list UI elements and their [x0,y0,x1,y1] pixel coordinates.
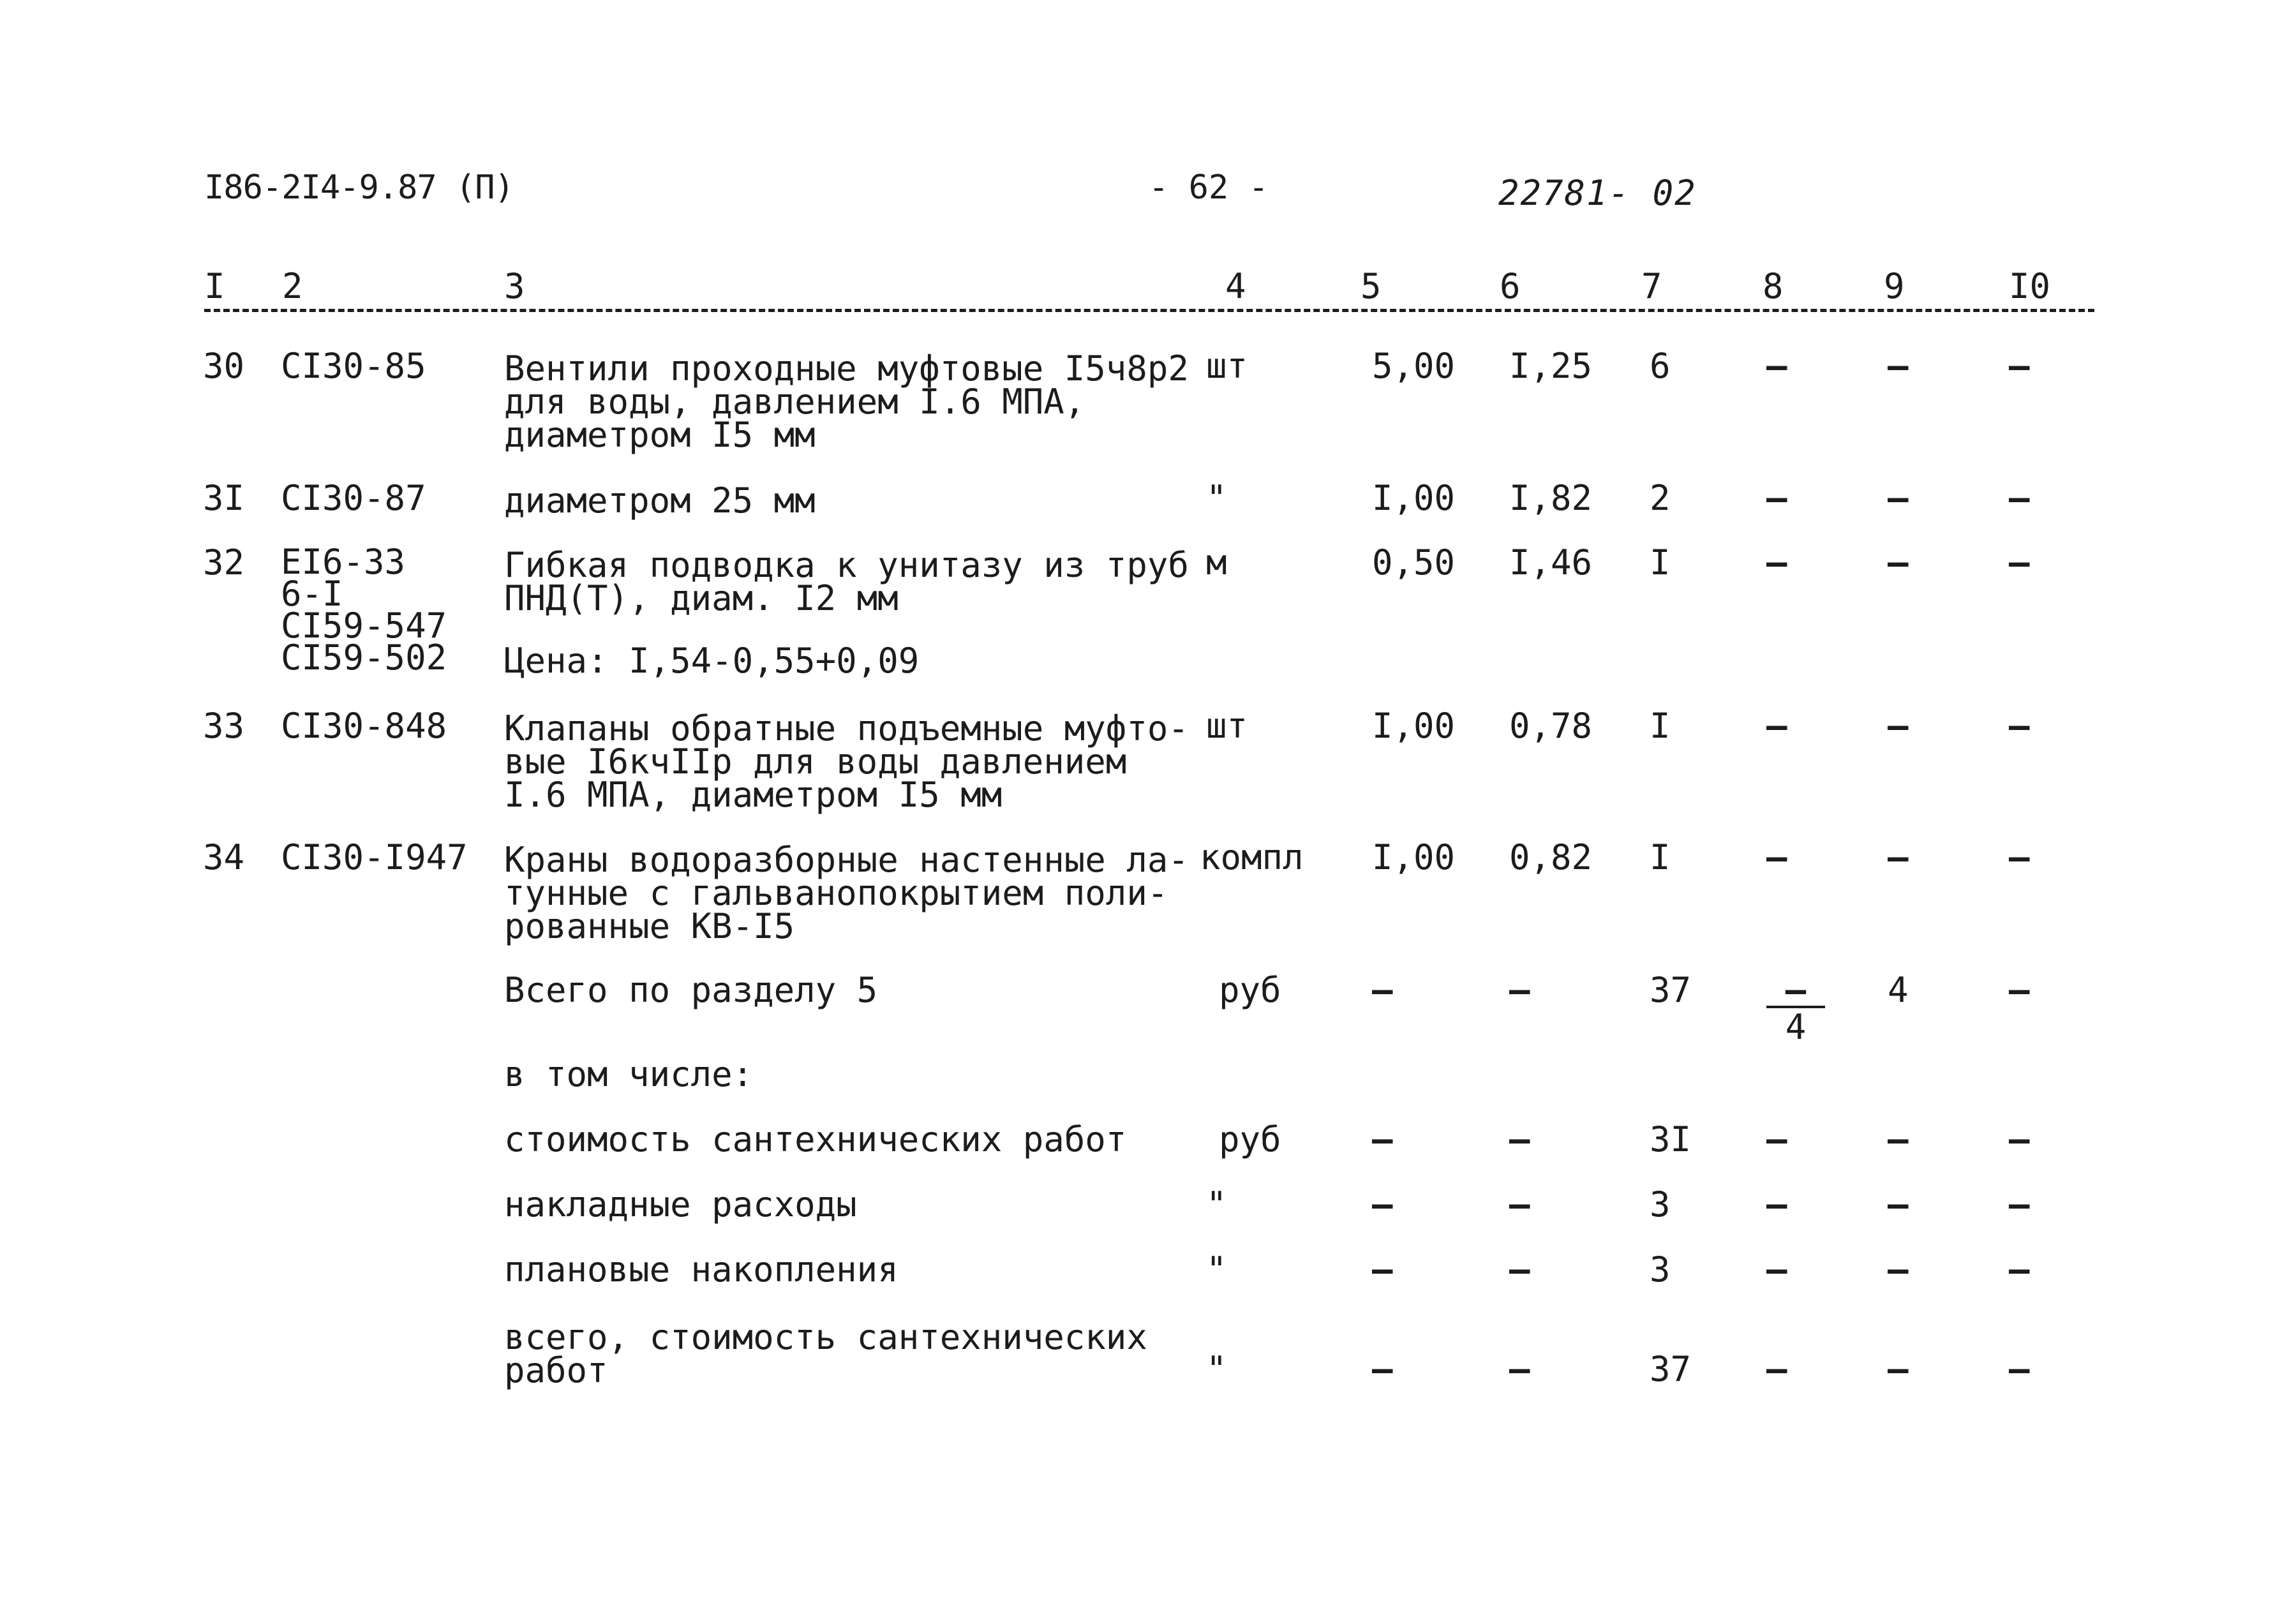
document-number: 22781- 02 [1498,173,1697,213]
col-10-value: – [2009,1249,2030,1290]
col-6-value: – [1509,1184,1530,1225]
col-8-value: – [1766,1119,1787,1159]
quantity: I,00 [1372,478,1456,518]
item-description: Клапаны обратные подъемные муфто- вые I6кчIIр для воды давлением I.6 МПА, диаметром I5 мм [504,708,1189,815]
col-10-value: – [2009,837,2030,877]
row-number: 32 [203,542,245,583]
col-9-value: – [1888,1349,1909,1389]
col-5-value: – [1372,1184,1393,1225]
col-8-value: – [1766,478,1787,518]
column-header-7: 7 [1641,266,1662,306]
col-9-value: – [1888,346,1909,386]
quantity: 0,50 [1372,542,1456,583]
col-10-value: – [2009,346,2030,386]
col-8-value: – [1766,1249,1787,1290]
item-description: Краны водоразборные настенные ла- тунные с гальванопокрытием поли- рованные КВ-I5 [504,840,1189,946]
col-10-value: – [2009,970,2030,1010]
column-header-1: I [204,266,225,306]
row-number: 33 [203,706,245,746]
col-9-value: – [1888,1119,1909,1159]
col-9-value: – [1888,1184,1909,1225]
section-total-label: Всего по разделу 5 [504,970,878,1010]
unit: шт [1206,706,1248,746]
price-code: CI30-87 [281,478,426,518]
unit: руб [1219,970,1281,1010]
column-header-9: 9 [1884,266,1905,306]
col-10-value: – [2009,1184,2030,1225]
item-description: Вентили проходные муфтовые I5ч8р2 для воды, давлением I.6 МПА, диаметром I5 мм [504,348,1189,455]
col-10-value: – [2009,706,2030,746]
column-header-8: 8 [1763,266,1784,306]
col-5-value: – [1372,1249,1393,1290]
col-5-value: – [1372,1119,1393,1159]
col-9-value: 4 [1888,970,1909,1010]
page-number: - 62 - [1149,168,1269,207]
price-formula: Цена: I,54-0,55+0,09 [504,641,920,681]
total-cost: I [1650,837,1671,877]
unit-price: I,46 [1509,542,1593,583]
unit: компл [1200,837,1304,877]
col-8-value: – [1766,1184,1787,1225]
breakdown-label: стоимость сантехнических работ [504,1119,1127,1159]
column-header-3: 3 [504,266,525,306]
total-cost: 37 [1650,970,1692,1010]
col-8-value: – [1766,706,1787,746]
breakdown-label: накладные расходы [504,1184,857,1225]
col-9-value: – [1888,837,1909,877]
col-5-value: – [1372,970,1393,1010]
unit: м [1206,542,1227,583]
col-10-value: – [2009,1119,2030,1159]
col-9-value: – [1888,542,1909,583]
price-code: CI30-I947 [281,837,468,877]
col-9-value: – [1888,706,1909,746]
total-cost: 3 [1650,1249,1671,1290]
column-header-5: 5 [1361,266,1382,306]
col-9-value: – [1888,478,1909,518]
price-code: CI30-85 [281,346,426,386]
col-6-value: – [1509,1349,1530,1389]
col-9-value: – [1888,1249,1909,1290]
total-cost: 3 [1650,1184,1671,1225]
col-6-value: – [1509,970,1530,1010]
col-6-value: – [1509,1249,1530,1290]
total-cost: I [1650,706,1671,746]
col-8-value: – [1766,542,1787,583]
column-header-2: 2 [282,266,303,306]
breakdown-label: плановые накопления [504,1249,898,1290]
unit: " [1206,1349,1227,1389]
column-header-6: 6 [1500,266,1521,306]
fraction-denominator: 4 [1785,1007,1807,1047]
unit-price: 0,78 [1509,706,1593,746]
total-cost: 2 [1650,478,1671,518]
price-code: EI6-33 6-I CI59-547 CI59-502 [281,542,447,678]
col-10-value: – [2009,542,2030,583]
quantity: 5,00 [1372,346,1456,386]
total-cost: 3I [1650,1119,1692,1159]
item-description: Гибкая подводка к унитазу из труб ПНД(Т), диам. I2 мм [504,545,1189,618]
unit: руб [1219,1119,1281,1159]
quantity: I,00 [1372,837,1456,877]
total-cost: 37 [1650,1349,1692,1389]
unit-price: I,82 [1509,478,1593,518]
column-header-row [204,263,2094,312]
quantity: I,00 [1372,706,1456,746]
col-10-value: – [2009,478,2030,518]
total-cost: 6 [1650,346,1671,386]
item-description: диаметром 25 мм [504,480,816,521]
unit: " [1206,1184,1227,1225]
col-5-value: – [1372,1349,1393,1389]
col-8-value: – [1766,837,1787,877]
col-10-value: – [2009,1349,2030,1389]
unit-price: I,25 [1509,346,1593,386]
col-8-fraction [1766,970,1825,1047]
unit: " [1206,1249,1227,1290]
fraction-numerator: – [1766,974,1825,1008]
col-6-value: – [1509,1119,1530,1159]
including-label: в том числе: [504,1054,754,1094]
col-8-value: – [1766,1349,1787,1389]
document-code: I86-2I4-9.87 (П) [204,168,514,207]
row-number: 3I [203,478,245,518]
row-number: 30 [203,346,245,386]
unit-price: 0,82 [1509,837,1593,877]
breakdown-label: всего, стоимость сантехнических работ [504,1317,1147,1390]
total-cost: I [1650,542,1671,583]
col-8-value: – [1766,346,1787,386]
unit: шт [1206,346,1248,386]
column-header-10: I0 [2009,266,2051,306]
row-number: 34 [203,837,245,877]
price-code: CI30-848 [281,706,447,746]
column-header-4: 4 [1225,266,1246,306]
unit: " [1206,478,1227,518]
